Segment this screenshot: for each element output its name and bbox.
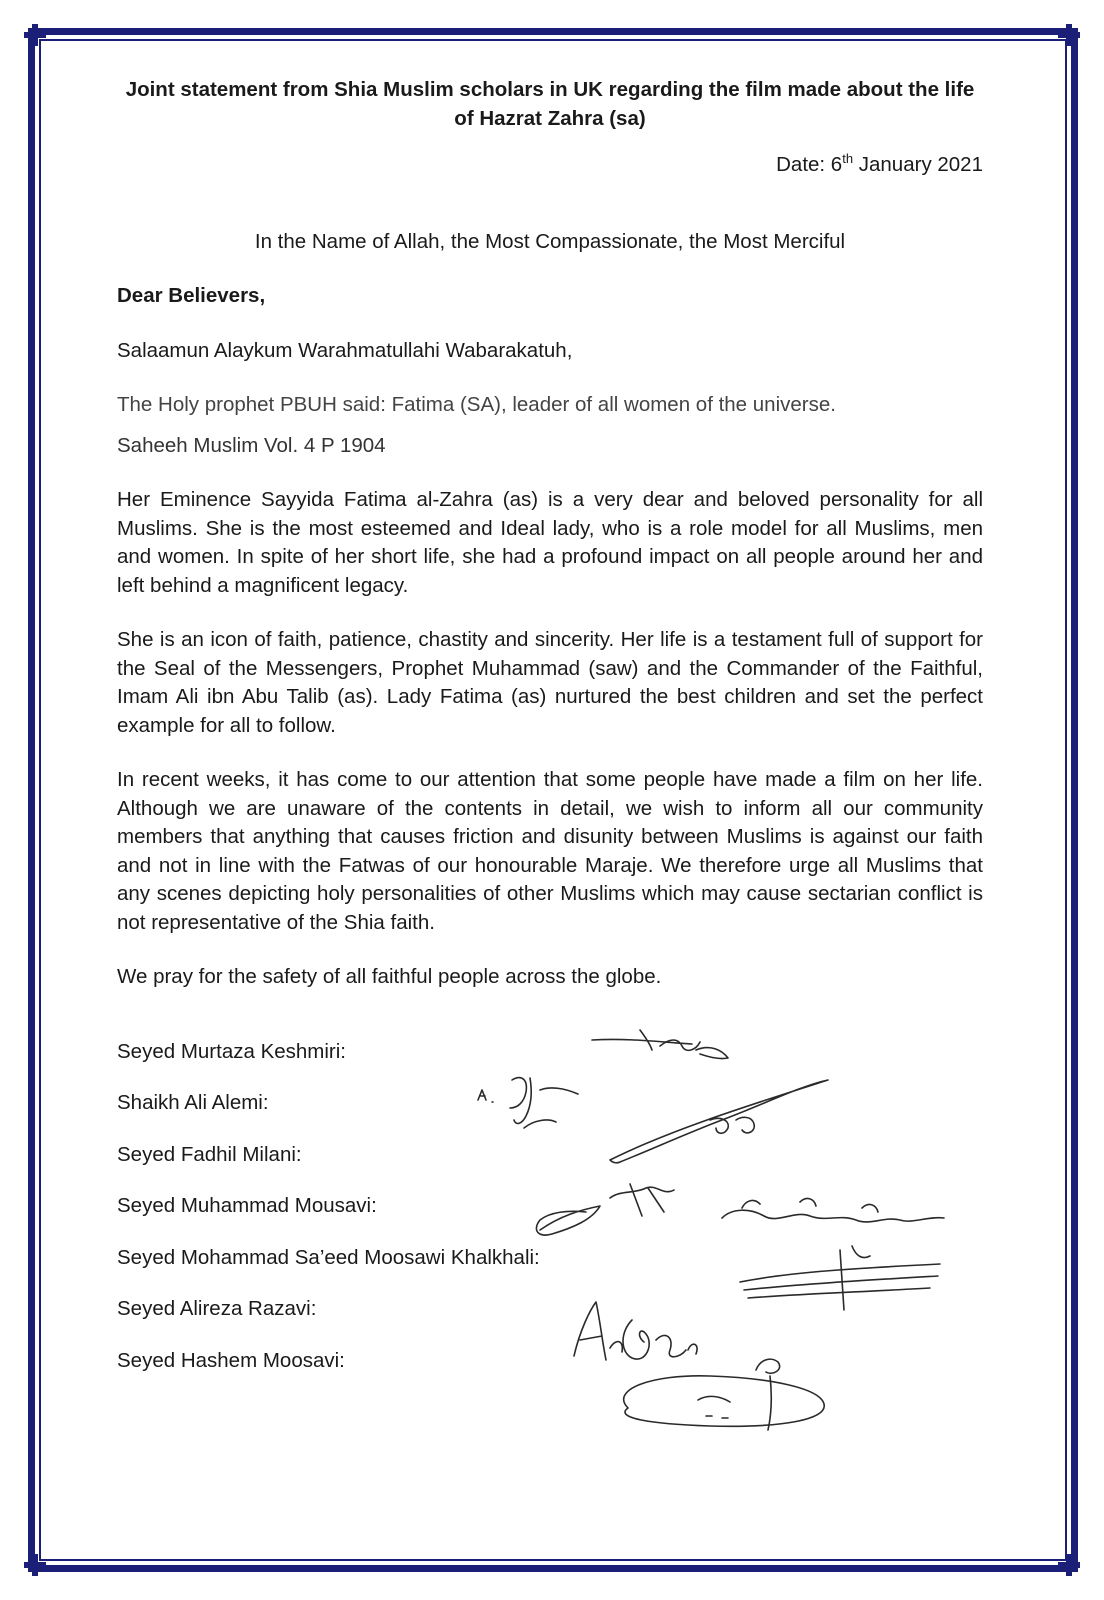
signatory-name: Seyed Murtaza Keshmiri:	[117, 1039, 347, 1063]
date-prefix: Date: 6	[776, 153, 843, 176]
document-date	[117, 151, 983, 180]
corner-ornament	[24, 1554, 46, 1576]
signature-mousavi	[536, 1184, 674, 1235]
signatory-name: Seyed Mohammad Sa’eed Moosawi Khalkhali:	[117, 1245, 540, 1269]
signature-keshmiri	[592, 1030, 728, 1059]
corner-ornament	[1058, 24, 1080, 46]
greeting: Salaamun Alaykum Warahmatullahi Wabarakatuh,	[117, 338, 573, 362]
bismillah-line: In the Name of Allah, the Most Compassionate, the Most Merciful	[254, 229, 846, 253]
paragraph: Her Eminence Sayyida Fatima al-Zahra (as) is a very dear and beloved personality for all Muslims. She is the most esteemed and Ideal lady, who is a role model for all Muslims, men and women. In spite of her short life, she had a profound impact on all people around her and left behind a magnificent legacy.	[117, 488, 983, 597]
paragraph: She is an icon of faith, patience, chastity and sincerity. Her life is a testament full of support for the Seal of the Messengers, Prophet Muhammad (saw) and the Commander of the Faithful, Imam Ali ibn Abu Talib (as). Lady Fatima (as) nurtured the best children and set the perfect example for all to follow.	[117, 628, 983, 737]
corner-ornament	[1058, 1554, 1080, 1576]
signature-khalkhali	[722, 1199, 944, 1222]
closing-prayer: We pray for the safety of all faithful people across the globe.	[117, 965, 662, 988]
signatory-name: Shaikh Ali Alemi:	[117, 1091, 269, 1114]
hadith-source: Saheeh Muslim Vol. 4 P 1904	[117, 433, 386, 457]
signature-hashem-moosavi	[624, 1359, 825, 1430]
signatory-name: Seyed Hashem Moosavi:	[117, 1348, 345, 1372]
signature-alemi	[478, 1078, 578, 1128]
date-rest: January 2021	[853, 153, 983, 176]
date-ordinal: th	[842, 151, 854, 167]
signatory-name: Seyed Fadhil Milani:	[117, 1142, 302, 1166]
signatory-name: Seyed Alireza Razavi:	[117, 1297, 317, 1320]
document-title: Joint statement from Shia Muslim scholars in UK regarding the film made about the life of Hazrat Zahra (sa)	[125, 78, 975, 130]
salutation: Dear Believers,	[117, 284, 266, 307]
corner-ornament	[24, 24, 46, 46]
signatures	[460, 1020, 980, 1460]
hadith-quote: The Holy prophet PBUH said: Fatima (SA), leader of all women of the universe.	[117, 393, 836, 416]
signature-khalkhali-stamp	[740, 1246, 940, 1310]
paragraph: In recent weeks, it has come to our attention that some people have made a film on her life. Although we are unaware of the contents in detail, we wish to inform all our community members that anything that causes friction and disunity between Muslims is against our faith and not in line with the Fatwas of our honourable Maraje. We therefore urge all Muslims that any scenes depicting holy personalities of other Muslims which may cause sectarian conflict is not representative of the Shia faith.	[117, 768, 983, 934]
signature-milani	[610, 1080, 828, 1163]
signatory-name: Seyed Muhammad Mousavi:	[117, 1194, 377, 1217]
signature-razavi	[574, 1302, 697, 1360]
